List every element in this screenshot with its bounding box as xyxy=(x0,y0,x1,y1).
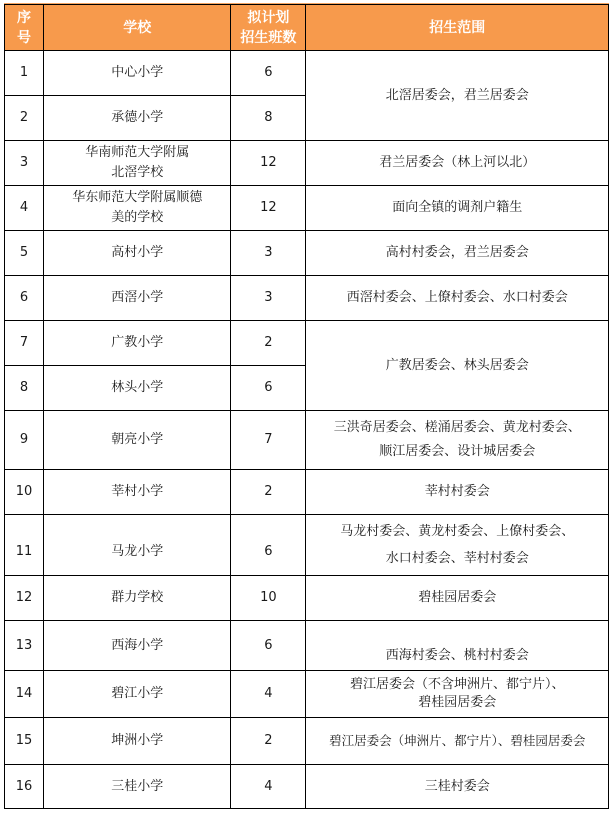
row-number: 7 xyxy=(5,321,44,366)
school-name: 西海小学 xyxy=(44,621,231,671)
table-row xyxy=(5,718,609,765)
school-name: 碧江小学 xyxy=(44,671,231,718)
table-row xyxy=(5,765,609,809)
row-number: 4 xyxy=(5,186,44,231)
row-number: 10 xyxy=(5,470,44,515)
header-scope: 招生范围 xyxy=(306,5,609,51)
enrollment-scope: 马龙村委会、黄龙村委会、上僚村委会、 水口村委会、莘村村委会 xyxy=(306,515,609,576)
table-row xyxy=(5,411,609,470)
enrollment-scope: 三桂村委会 xyxy=(306,765,609,809)
enrollment-scope: 西滘村委会、上僚村委会、水口村委会 xyxy=(306,276,609,321)
school-name: 华东师范大学附属顺德 美的学校 xyxy=(44,186,231,231)
row-number: 15 xyxy=(5,718,44,765)
enrollment-scope: 莘村村委会 xyxy=(306,470,609,515)
row-number: 11 xyxy=(5,515,44,576)
school-name: 莘村小学 xyxy=(44,470,231,515)
school-name: 马龙小学 xyxy=(44,515,231,576)
enrollment-scope: 北滘居委会，君兰居委会 xyxy=(306,51,609,141)
row-number: 13 xyxy=(5,621,44,671)
table-row xyxy=(5,470,609,515)
row-number: 8 xyxy=(5,366,44,411)
enrollment-table xyxy=(4,4,609,809)
enrollment-scope: 西海村委会、桃村村委会 xyxy=(306,621,609,671)
class-count: 2 xyxy=(231,470,306,515)
row-number: 14 xyxy=(5,671,44,718)
enrollment-scope: 广教居委会、林头居委会 xyxy=(306,321,609,411)
header-no: 序 号 xyxy=(5,5,44,51)
row-number: 5 xyxy=(5,231,44,276)
class-count: 12 xyxy=(231,186,306,231)
school-name: 承德小学 xyxy=(44,96,231,141)
school-name: 华南师范大学附属 北滘学校 xyxy=(44,141,231,186)
table-row xyxy=(5,276,609,321)
school-name: 三桂小学 xyxy=(44,765,231,809)
table-header-row xyxy=(5,5,609,51)
header-school: 学校 xyxy=(44,5,231,51)
enrollment-scope: 三洪奇居委会、槎涌居委会、黄龙村委会、 顺江居委会、设计城居委会 xyxy=(306,411,609,470)
row-number: 9 xyxy=(5,411,44,470)
class-count: 3 xyxy=(231,276,306,321)
class-count: 12 xyxy=(231,141,306,186)
class-count: 4 xyxy=(231,765,306,809)
table-row xyxy=(5,321,609,366)
table-row xyxy=(5,576,609,621)
enrollment-scope: 碧桂园居委会 xyxy=(306,576,609,621)
row-number: 2 xyxy=(5,96,44,141)
table-row xyxy=(5,621,609,671)
school-name: 坤洲小学 xyxy=(44,718,231,765)
enrollment-scope: 高村村委会，君兰居委会 xyxy=(306,231,609,276)
school-name: 中心小学 xyxy=(44,51,231,96)
row-number: 12 xyxy=(5,576,44,621)
table-row xyxy=(5,231,609,276)
row-number: 1 xyxy=(5,51,44,96)
school-name: 高村小学 xyxy=(44,231,231,276)
school-name: 广教小学 xyxy=(44,321,231,366)
table-row xyxy=(5,141,609,186)
enrollment-scope: 君兰居委会（林上河以北） xyxy=(306,141,609,186)
header-classes: 拟计划 招生班数 xyxy=(231,5,306,51)
class-count: 3 xyxy=(231,231,306,276)
class-count: 10 xyxy=(231,576,306,621)
table-row xyxy=(5,515,609,576)
school-name: 朝亮小学 xyxy=(44,411,231,470)
table-row xyxy=(5,51,609,96)
row-number: 16 xyxy=(5,765,44,809)
school-name: 群力学校 xyxy=(44,576,231,621)
row-number: 6 xyxy=(5,276,44,321)
class-count: 6 xyxy=(231,51,306,96)
enrollment-scope: 面向全镇的调剂户籍生 xyxy=(306,186,609,231)
class-count: 4 xyxy=(231,671,306,718)
class-count: 6 xyxy=(231,515,306,576)
table-row xyxy=(5,186,609,231)
class-count: 6 xyxy=(231,366,306,411)
table-row xyxy=(5,671,609,718)
class-count: 7 xyxy=(231,411,306,470)
class-count: 2 xyxy=(231,321,306,366)
enrollment-scope: 碧江居委会（坤洲片、都宁片）、碧桂园居委会 xyxy=(306,718,609,765)
class-count: 2 xyxy=(231,718,306,765)
row-number: 3 xyxy=(5,141,44,186)
school-name: 西滘小学 xyxy=(44,276,231,321)
class-count: 8 xyxy=(231,96,306,141)
enrollment-scope: 碧江居委会（不含坤洲片、都宁片）、 碧桂园居委会 xyxy=(306,671,609,718)
school-name: 林头小学 xyxy=(44,366,231,411)
class-count: 6 xyxy=(231,621,306,671)
